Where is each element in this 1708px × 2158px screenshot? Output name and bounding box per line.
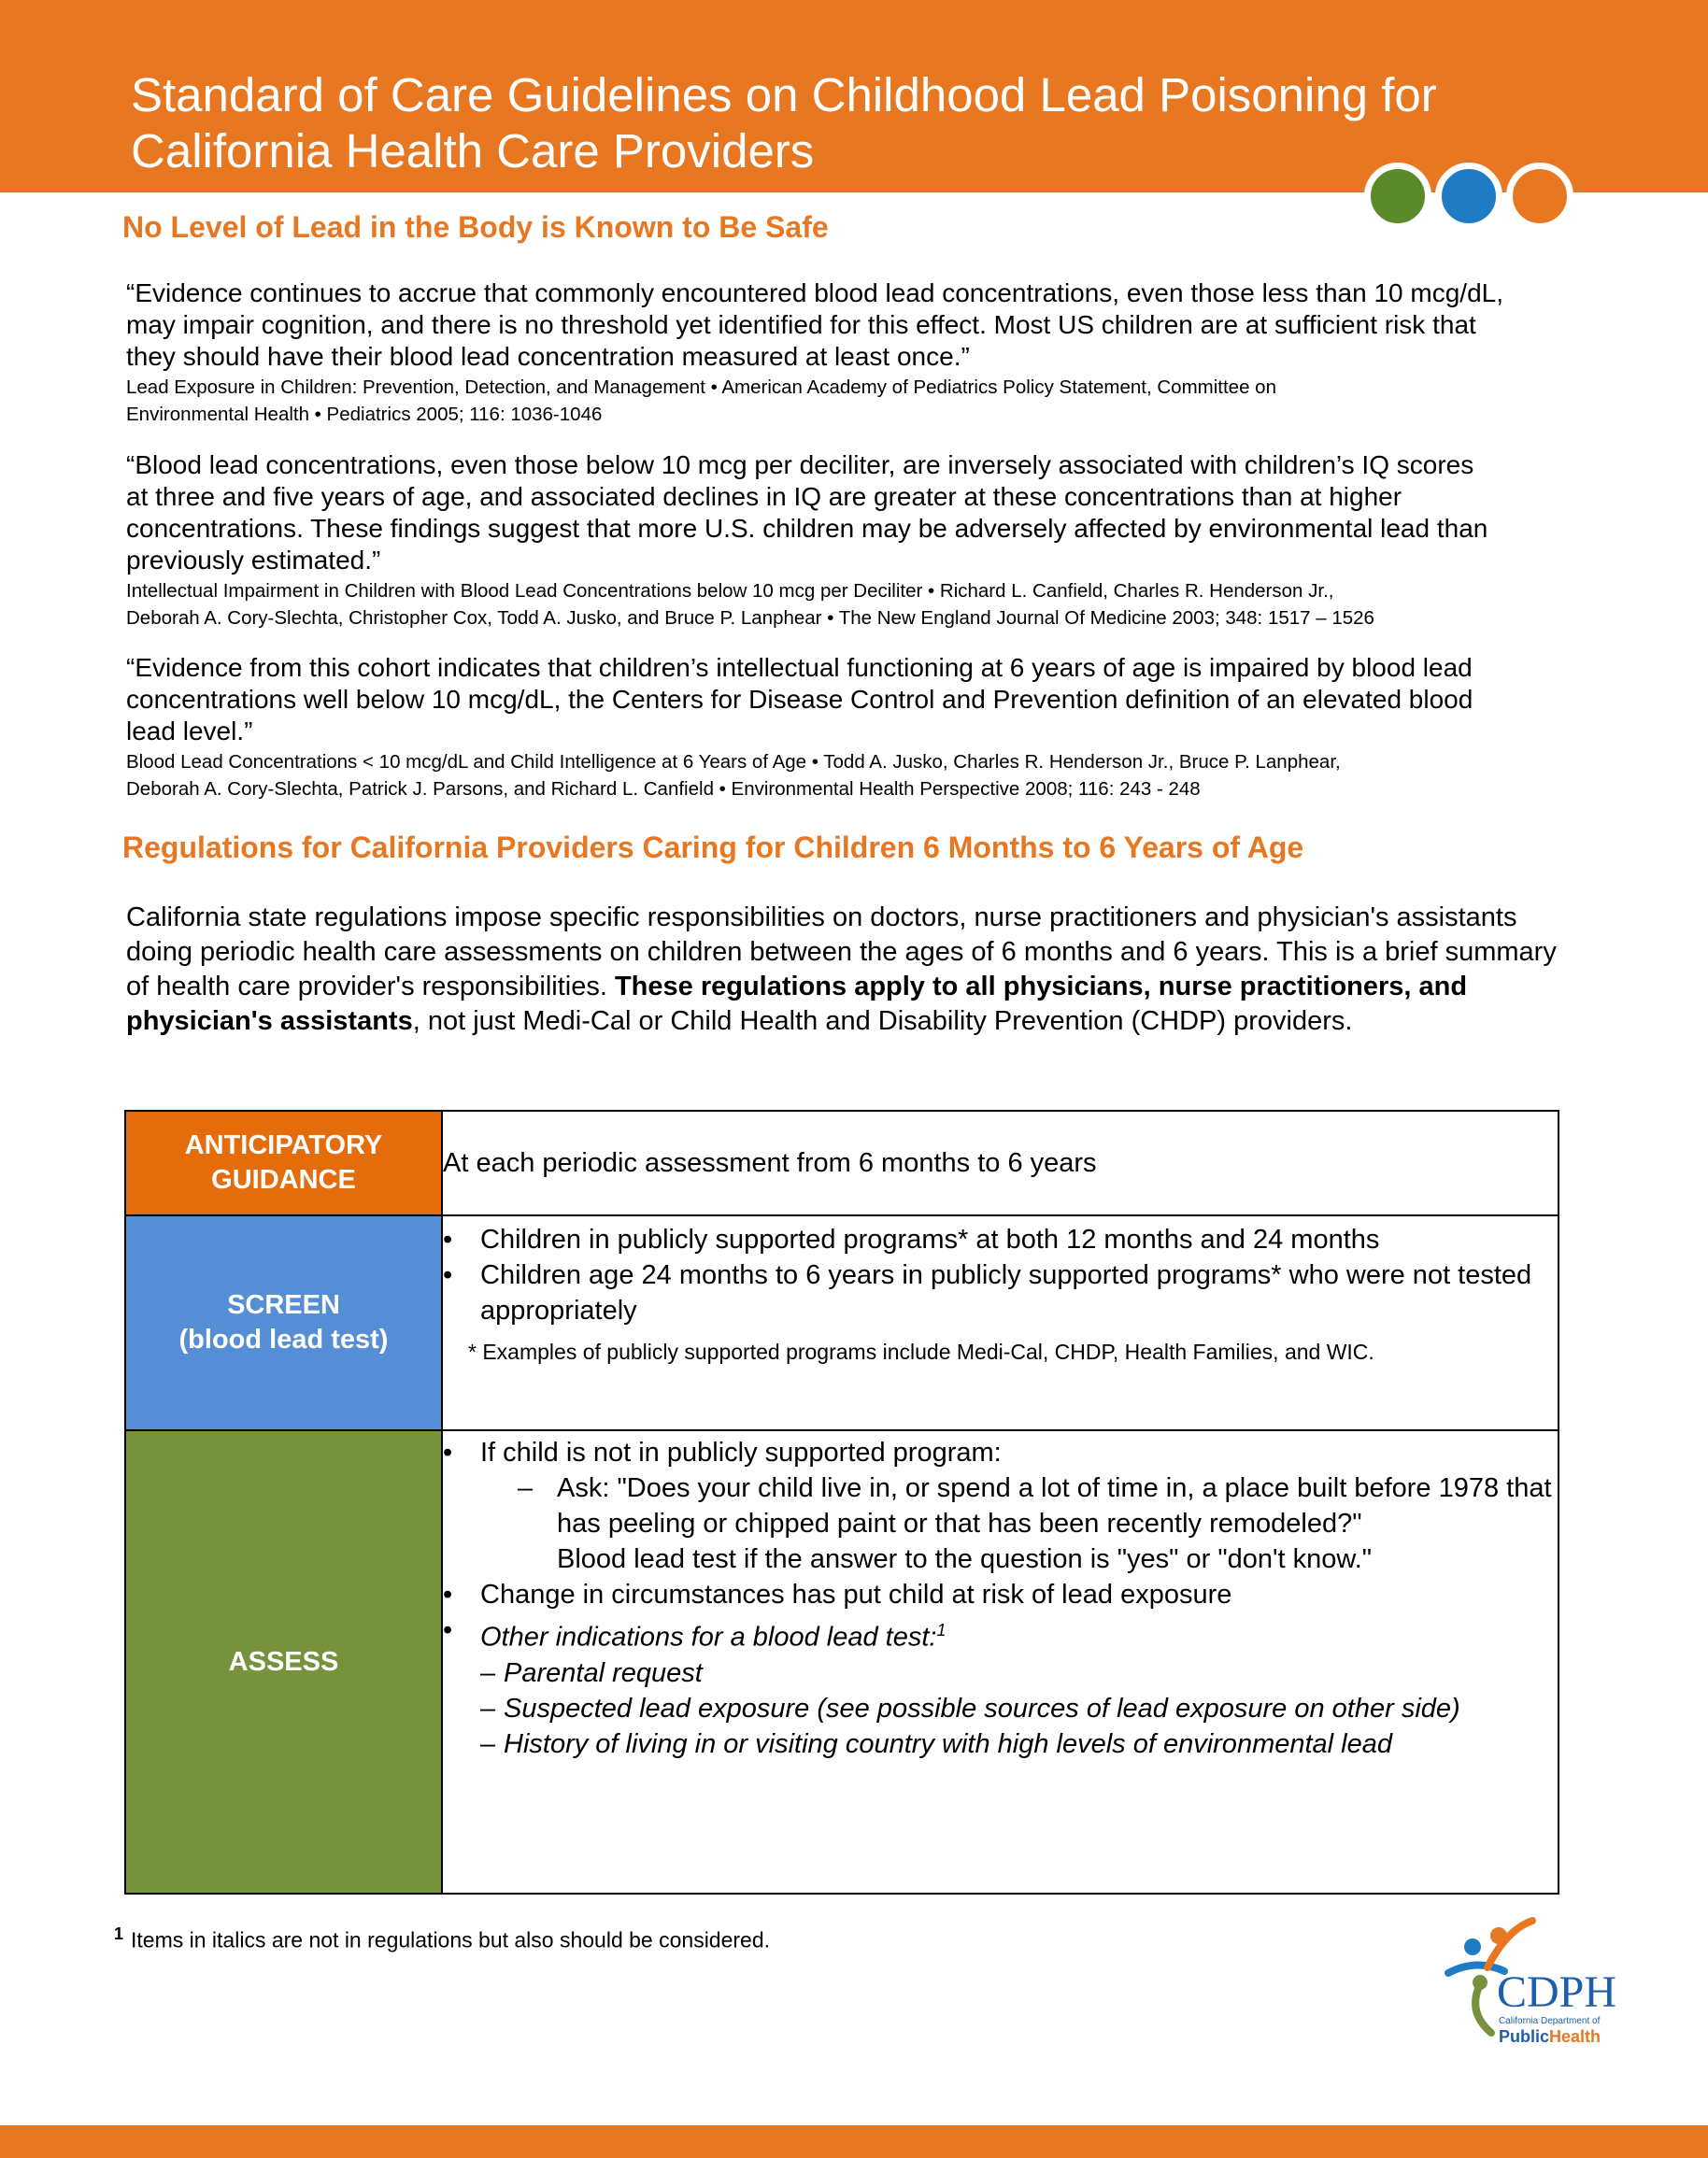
list-item: – Parental request xyxy=(480,1655,1558,1691)
svg-text:Public: Public xyxy=(1499,2027,1550,2046)
screen-bullets xyxy=(443,1222,1558,1328)
assess-content-cell xyxy=(442,1430,1559,1894)
assess-label-cell: ASSESS xyxy=(125,1430,442,1894)
footnote xyxy=(114,1924,770,1953)
blue-dot-icon xyxy=(1435,163,1502,230)
assess-bullets xyxy=(443,1435,1558,1655)
list-item: • Children age 24 months to 6 years in publicly supported programs* who were not tested appropriately xyxy=(443,1257,1558,1328)
green-dot-icon xyxy=(1364,163,1431,230)
quote-source: Intellectual Impairment in Children with Blood Lead Concentrations below 10 mcg per Deciliter • Richard L. Canfield, Charles R. Henderson Jr., Deborah A. Cory-Slechta, Christopher Cox, Todd A. Jusko, and Bruce P. Lanphear • The New England Journal Of Medicine 2003; 348: 1517 – 1526 xyxy=(126,580,1374,629)
regulations-intro: California state regulations impose specific responsibilities on doctors, nurse practitioners and physician's assistants doing periodic health care assessments on children between the ages of 6 months and 6 years. This is a brief summary of health care provider's responsibilities. These regulations apply to all physicians, nurse practitioners, and physician's assistants, not just Medi-Cal or Child Health and Disability Prevention (CHDP) providers. xyxy=(126,902,1557,1036)
quote-text: “Evidence from this cohort indicates that children’s intellectual functioning at 6 years of age is impaired by blood lead concentrations well below 10 mcg/dL, the Centers for Disease Control and Prevention definition of an elevated blood lead level.” xyxy=(126,653,1473,745)
intro-bold-text: These regulations apply to all physicians, nurse practitioners, and physician's assistants xyxy=(126,972,1468,1036)
table-row-assess xyxy=(125,1430,1559,1894)
decorative-dots xyxy=(1364,157,1570,232)
guidance-label-cell: ANTICIPATORY GUIDANCE xyxy=(125,1111,442,1215)
cdph-logo-graphic xyxy=(1439,1910,1626,2059)
list-item: • Change in circumstances has put child at risk of lead exposure xyxy=(443,1577,1558,1612)
cdph-logo xyxy=(1439,1910,1626,2059)
orange-dot-icon xyxy=(1506,163,1573,230)
footer-bar xyxy=(0,2125,1708,2158)
screen-footnote: * Examples of publicly supported programs include Medi-Cal, CHDP, Health Families, and WIC. xyxy=(468,1340,1374,1364)
footnote-text: Items in italics are not in regulations but also should be considered. xyxy=(131,1927,771,1952)
quote-1 xyxy=(126,277,1621,428)
screen-content-cell xyxy=(442,1215,1559,1430)
guidance-text-cell: At each periodic assessment from 6 months to 6 years xyxy=(442,1111,1559,1215)
quote-2 xyxy=(126,449,1621,632)
screen-label-cell: SCREEN (blood lead test) xyxy=(125,1215,442,1430)
title-line-1: Standard of Care Guidelines on Childhood Lead Poisoning for xyxy=(131,68,1437,121)
quote-source: Lead Exposure in Children: Prevention, Detection, and Management • American Academy of Pediatrics Policy Statement, Committee on Environmental Health • Pediatrics 2005; 116: 1036-1046 xyxy=(126,376,1276,425)
quote-3 xyxy=(126,652,1621,802)
indications-list xyxy=(443,1655,1558,1762)
list-item: – Suspected lead exposure (see possible sources of lead exposure on other side) xyxy=(480,1691,1558,1726)
quote-text: “Blood lead concentrations, even those below 10 mcg per deciliter, are inversely associated with children’s IQ scores at three and five years of age, and associated declines in IQ are greater at these concentrations than at higher concentrations. These findings suggest that more U.S. children may be adversely affected by environmental lead than previously estimated.” xyxy=(126,450,1488,575)
svg-text:Health: Health xyxy=(1549,2027,1601,2046)
section2-heading: Regulations for California Providers Caring for Children 6 Months to 6 Years of Age xyxy=(122,831,1304,864)
table-row-screen xyxy=(125,1215,1559,1430)
list-item: – Ask: "Does your child live in, or spend a lot of time in, a place built before 1978 that has peeling or chipped paint or that has been recently remodeled?" Blood lead test if the answer to the question is "yes" or "don't know." xyxy=(518,1470,1558,1577)
section1-heading: No Level of Lead in the Body is Known to Be Safe xyxy=(122,210,829,244)
quote-text: “Evidence continues to accrue that commonly encountered blood lead concentrations, even those less than 10 mcg/dL, may impair cognition, and there is no threshold yet identified for this effect. Most US children are at sufficient risk that they should have their blood lead concentration measured at least once.” xyxy=(126,278,1504,371)
footnote-mark: 1 xyxy=(114,1924,124,1943)
svg-text:CDPH: CDPH xyxy=(1497,1967,1617,2017)
list-item: • Other indications for a blood lead test:$^1$ xyxy=(443,1612,1558,1655)
table-row-guidance xyxy=(125,1111,1559,1215)
svg-text:California Department of: California Department of xyxy=(1499,2016,1601,2026)
assess-sublist xyxy=(480,1470,1558,1577)
list-item: • Children in publicly supported programs* at both 12 months and 24 months xyxy=(443,1222,1558,1257)
list-item: • If child is not in publicly supported program: – Ask: "Does your child live in, or spend a lot of time in, a place built before 1978 that has peeling or chipped paint or that has been recently remodeled?" Blood lead test if the answer to the question is "yes" or "don't know." xyxy=(443,1435,1558,1577)
list-item: – History of living in or visiting country with high levels of environmental lead xyxy=(480,1726,1558,1762)
title-line-2: California Health Care Providers xyxy=(131,124,815,177)
quote-source: Blood Lead Concentrations < 10 mcg/dL and Child Intelligence at 6 Years of Age • Todd A. Jusko, Charles R. Henderson Jr., Bruce P. Lanphear, Deborah A. Cory-Slechta, Patrick J. Parsons, and Richard L. Canfield • Environmental Health Perspective 2008; 116: 243 - 248 xyxy=(126,751,1341,800)
guidelines-table xyxy=(124,1110,1559,1895)
